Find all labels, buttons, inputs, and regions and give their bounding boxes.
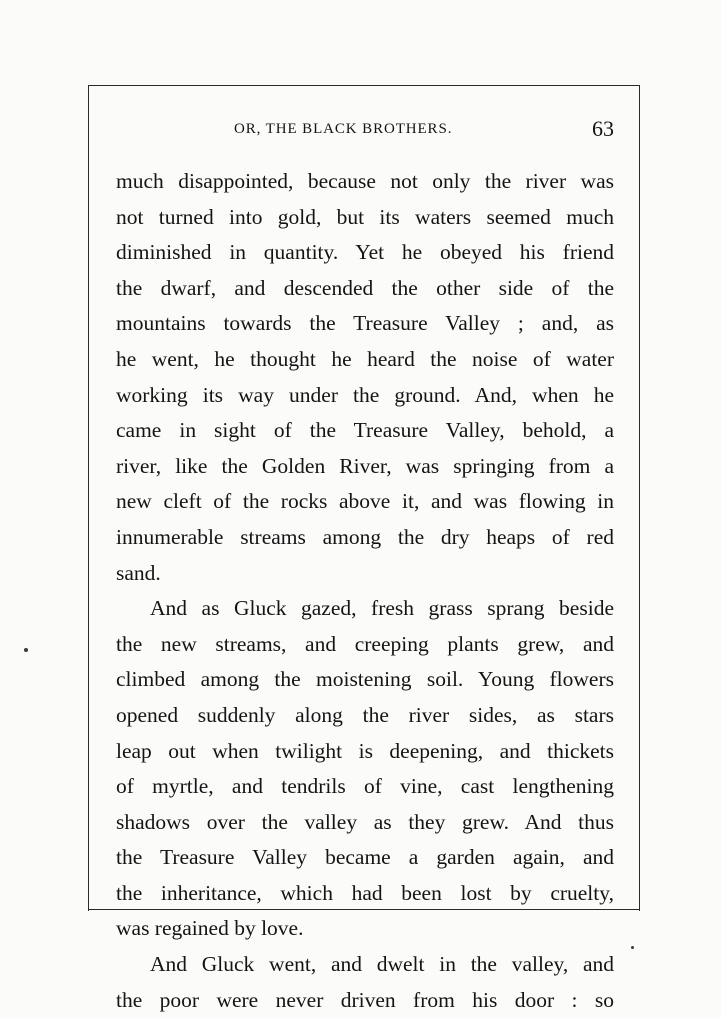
text-line: of myrtle, and tendrils of vine, cast lengthening [116, 774, 614, 799]
text-line: opened suddenly along the river sides, as stars [116, 702, 614, 727]
text-line: climbed among the moistening soil. Young flowers [116, 667, 614, 692]
text-line: innumerable streams among the dry heaps of red [116, 524, 614, 549]
paragraph-start-line: And Gluck went, and dwelt in the valley, and [150, 952, 614, 977]
text-line: came in sight of the Treasure Valley, behold, a [116, 418, 614, 443]
text-line: the poor were never driven from his door : so [116, 987, 614, 1012]
text-line: the inheritance, which had been lost by cruelty, [116, 880, 614, 905]
text-line: mountains towards the Treasure Valley ; and, as [116, 311, 614, 336]
page-number: 63 [592, 116, 614, 141]
text-line: not turned into gold, but its waters seemed much [116, 204, 614, 229]
text-line: the new streams, and creeping plants grew, and [116, 631, 614, 656]
text-line: new cleft of the rocks above it, and was flowing in [116, 489, 614, 514]
running-title: OR, THE BLACK BROTHERS. [234, 121, 453, 137]
text-line: river, like the Golden River, was springing from a [116, 453, 614, 478]
paper-speck [631, 946, 634, 949]
text-line: the Treasure Valley became a garden again, and [116, 845, 614, 870]
paper-speck [24, 648, 28, 652]
text-line: leap out when twilight is deepening, and thickets [116, 738, 614, 763]
text-line: shadows over the valley as they grew. And thus [116, 809, 614, 834]
body-text [116, 164, 614, 1018]
paragraph-end-line: sand. [116, 560, 161, 585]
running-head [116, 116, 614, 146]
text-line: the dwarf, and descended the other side of the [116, 275, 614, 300]
text-line: working its way under the ground. And, when he [116, 382, 614, 407]
text-line: diminished in quantity. Yet he obeyed his friend [116, 240, 614, 265]
paragraph-end-line: was regained by love. [116, 916, 304, 941]
text-line: much disappointed, because not only the river was [116, 169, 614, 193]
text-line: he went, he thought he heard the noise of water [116, 346, 614, 371]
paragraph-start-line: And as Gluck gazed, fresh grass sprang beside [150, 596, 614, 621]
